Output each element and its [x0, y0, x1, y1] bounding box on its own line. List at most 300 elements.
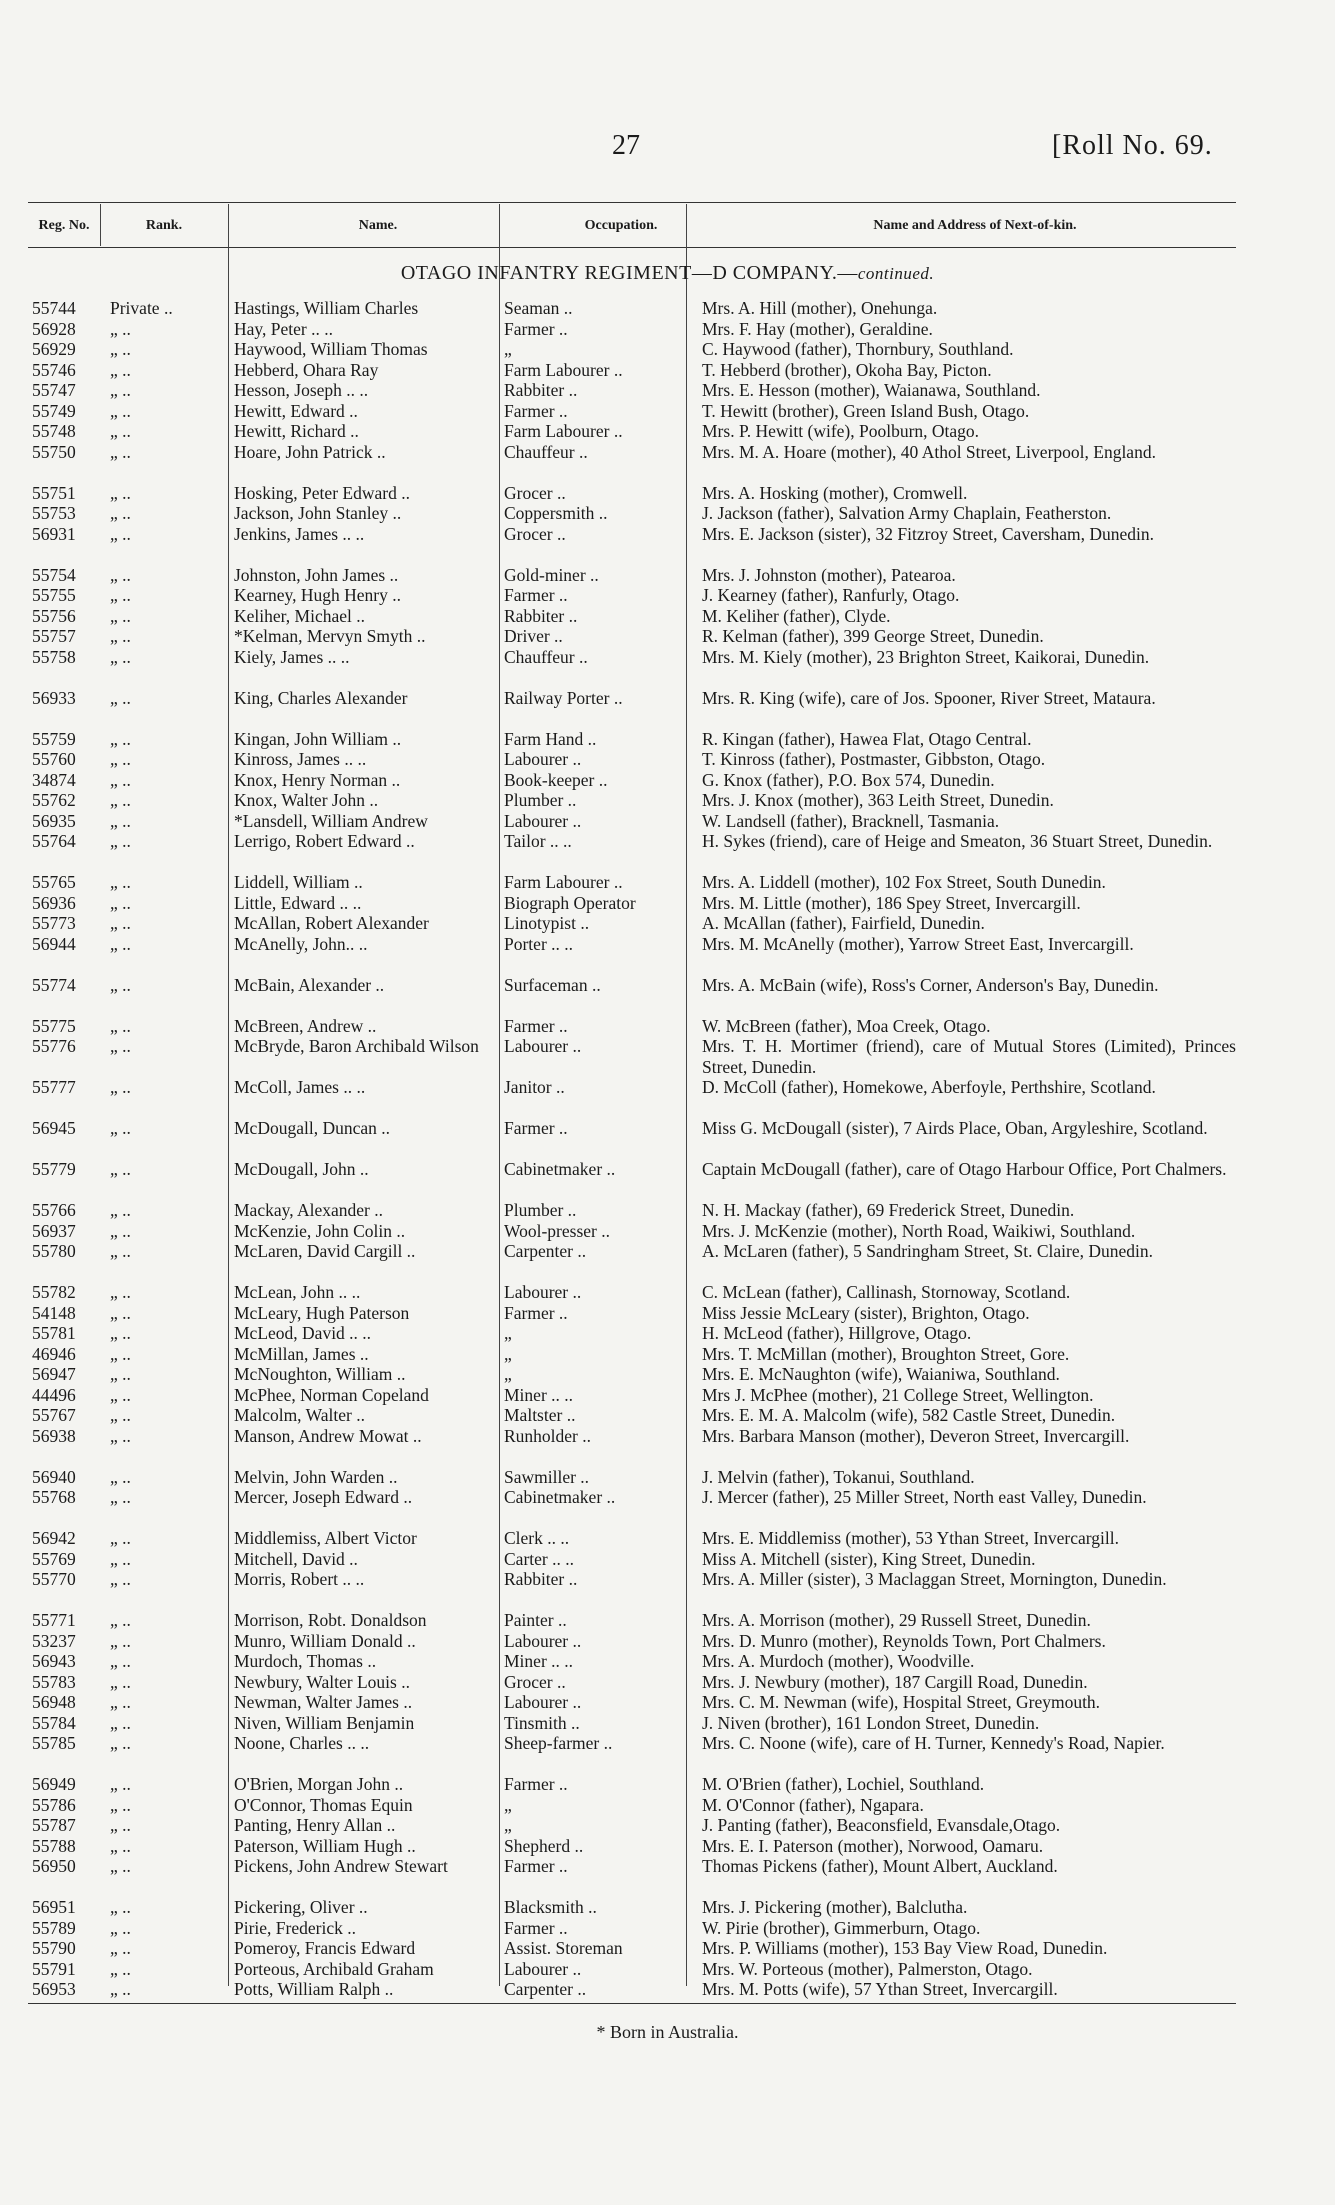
reg-number: 55771: [32, 1610, 76, 1630]
next-of-kin: Mrs. T. McMillan (mother), Broughton Street, Gore.: [702, 1343, 1070, 1364]
column-divider: [100, 204, 101, 246]
occupation: Grocer ..: [504, 523, 566, 544]
reg-number: 55780: [32, 1241, 76, 1261]
occupation: Rabbiter ..: [504, 1569, 578, 1589]
next-of-kin: Mrs. A. Hill (mother), Onehunga.: [702, 298, 938, 318]
reg-number: 55749: [32, 400, 76, 421]
reg-number: 55753: [32, 503, 76, 523]
table-row: [28, 442, 1236, 483]
reg-number: 56935: [32, 810, 76, 831]
reg-number: 55750: [32, 441, 76, 462]
reg-number: 55764: [32, 831, 76, 851]
table-row: [28, 1610, 1236, 1631]
soldier-name: Mitchell, David ..: [234, 1548, 358, 1569]
next-of-kin: Mrs. M. Potts (wife), 57 Ythan Street, Invercargill.: [702, 1979, 1058, 1999]
occupation: Carpenter ..: [504, 1241, 587, 1261]
table-row: [28, 1487, 1236, 1528]
occupation: Rabbiter ..: [504, 380, 578, 400]
next-of-kin: T. Hebberd (brother), Okoha Bay, Picton.: [702, 359, 992, 380]
reg-number: 56940: [32, 1466, 76, 1487]
table-row: [28, 893, 1236, 914]
occupation: Sheep-farmer ..: [504, 1733, 613, 1753]
occupation: Cabinetmaker ..: [504, 1159, 616, 1179]
rank: „ ..: [110, 503, 131, 523]
next-of-kin: Mrs. A. McBain (wife), Ross's Corner, Anderson's Bay, Dunedin.: [702, 974, 1159, 995]
next-of-kin: J. Mercer (father), 25 Miller Street, North east Valley, Dunedin.: [702, 1487, 1147, 1507]
soldier-name: Noone, Charles .. ..: [234, 1733, 370, 1753]
occupation: Surfaceman ..: [504, 974, 601, 995]
next-of-kin: Mrs. E. M. A. Malcolm (wife), 582 Castle Street, Dunedin.: [702, 1405, 1116, 1425]
reg-number: 55779: [32, 1159, 76, 1179]
next-of-kin: Mrs. A. Liddell (mother), 102 Fox Street, South Dunedin.: [702, 872, 1106, 892]
soldier-name: Mercer, Joseph Edward ..: [234, 1487, 413, 1507]
rank: „ ..: [110, 1302, 131, 1323]
rank: „ ..: [110, 1343, 131, 1364]
soldier-name: Murdoch, Thomas ..: [234, 1651, 377, 1671]
next-of-kin: Mrs. J. McKenzie (mother), North Road, Waikiwi, Southland.: [702, 1220, 1136, 1241]
next-of-kin: W. McBreen (father), Moa Creek, Otago.: [702, 1015, 991, 1036]
table-row: [28, 770, 1236, 791]
occupation: Railway Porter ..: [504, 687, 623, 708]
table-row: [28, 1836, 1236, 1857]
soldier-name: O'Connor, Thomas Equin: [234, 1794, 413, 1815]
reg-number: 55783: [32, 1671, 76, 1692]
table-row: [28, 811, 1236, 832]
next-of-kin: Mrs. E. Hesson (mother), Waianawa, Southland.: [702, 380, 1041, 400]
soldier-name: Jackson, John Stanley ..: [234, 503, 402, 523]
reg-number: 55754: [32, 564, 76, 585]
soldier-name: Jenkins, James .. ..: [234, 523, 365, 544]
soldier-name: McBain, Alexander ..: [234, 974, 385, 995]
occupation: Sawmiller ..: [504, 1466, 590, 1487]
rank: „ ..: [110, 1897, 131, 1917]
occupation: Farm Labourer ..: [504, 359, 623, 380]
reg-number: 54148: [32, 1302, 76, 1323]
table-row: [28, 1016, 1236, 1037]
occupation: Gold-miner ..: [504, 564, 599, 585]
table-row: [28, 1036, 1236, 1077]
occupation: Farmer ..: [504, 1302, 568, 1323]
next-of-kin: G. Knox (father), P.O. Box 574, Dunedin.: [702, 769, 995, 790]
reg-number: 44496: [32, 1384, 76, 1405]
soldier-name: McPhee, Norman Copeland: [234, 1384, 429, 1405]
header-name: Name.: [358, 218, 398, 233]
reg-number: 55762: [32, 790, 76, 810]
table-row: [28, 1241, 1236, 1282]
soldier-name: Hewitt, Richard ..: [234, 421, 359, 441]
next-of-kin: W. Pirie (brother), Gimmerburn, Otago.: [702, 1917, 981, 1938]
rank: „ ..: [110, 1425, 131, 1446]
next-of-kin: Mrs. M. McAnelly (mother), Yarrow Street East, Invercargill.: [702, 933, 1134, 954]
soldier-name: Keliher, Michael ..: [234, 605, 365, 626]
occupation: Labourer ..: [504, 1692, 582, 1712]
occupation: Farmer ..: [504, 1774, 568, 1794]
table-row: [28, 606, 1236, 627]
soldier-name: King, Charles Alexander: [234, 687, 408, 708]
rank: „ ..: [110, 318, 131, 339]
rank: Private ..: [110, 298, 173, 318]
soldier-name: Porteous, Archibald Graham: [234, 1958, 434, 1979]
occupation: Farmer ..: [504, 1015, 568, 1036]
occupation: Porter .. ..: [504, 933, 574, 954]
table-row: [28, 1815, 1236, 1836]
reg-number: 46946: [32, 1343, 76, 1364]
rank: „ ..: [110, 769, 131, 790]
soldier-name: McLeod, David .. ..: [234, 1323, 372, 1343]
table-header: [28, 205, 1236, 247]
reg-number: 55757: [32, 626, 76, 646]
rank: „ ..: [110, 339, 131, 359]
table-row: [28, 1569, 1236, 1610]
next-of-kin: Mrs. J. Newbury (mother), 187 Cargill Road, Dunedin.: [702, 1671, 1088, 1692]
table-row: [28, 1897, 1236, 1918]
occupation: Carter .. ..: [504, 1548, 574, 1569]
soldier-name: McMillan, James ..: [234, 1343, 369, 1364]
soldier-name: Malcolm, Walter ..: [234, 1405, 365, 1425]
next-of-kin: T. Kinross (father), Postmaster, Gibbston, Otago.: [702, 749, 1046, 769]
table-row: [28, 503, 1236, 524]
soldier-name: Kearney, Hugh Henry ..: [234, 585, 402, 605]
table-row: [28, 729, 1236, 750]
rank: „ ..: [110, 1794, 131, 1815]
table-row: [28, 688, 1236, 729]
table-row: [28, 749, 1236, 770]
soldier-name: McLeary, Hugh Paterson: [234, 1302, 410, 1323]
next-of-kin: D. McColl (father), Homekowe, Aberfoyle, Perthshire, Scotland.: [702, 1077, 1156, 1097]
reg-number: 55777: [32, 1077, 76, 1097]
table-row: [28, 1979, 1236, 2000]
rank: „ ..: [110, 1958, 131, 1979]
table-row: [28, 913, 1236, 934]
occupation: Farm Labourer ..: [504, 421, 623, 441]
occupation: „: [504, 1343, 512, 1364]
reg-number: 56943: [32, 1651, 76, 1671]
roll-rows: [28, 298, 1236, 2000]
rank: „ ..: [110, 831, 131, 851]
next-of-kin: C. McLean (father), Callinash, Stornoway, Scotland.: [702, 1282, 1071, 1302]
rank: „ ..: [110, 1282, 131, 1302]
section-title: OTAGO INFANTRY REGIMENT—D COMPANY.—continued.: [400, 262, 935, 284]
rank: „ ..: [110, 1220, 131, 1241]
soldier-name: Hoare, John Patrick ..: [234, 441, 386, 462]
next-of-kin: M. O'Brien (father), Lochiel, Southland.: [702, 1774, 985, 1794]
next-of-kin: J. Melvin (father), Tokanui, Southland.: [702, 1466, 975, 1487]
table-row: [28, 1795, 1236, 1816]
soldier-name: Hebberd, Ohara Ray: [234, 359, 379, 380]
table-row: [28, 1528, 1236, 1549]
rank: „ ..: [110, 1610, 131, 1630]
table-row: [28, 380, 1236, 401]
rank: „ ..: [110, 974, 131, 995]
next-of-kin: Captain McDougall (father), care of Otago Harbour Office, Port Chalmers.: [702, 1159, 1227, 1179]
rank: „ ..: [110, 1384, 131, 1405]
rank: „ ..: [110, 1487, 131, 1507]
next-of-kin: Mrs. P. Williams (mother), 153 Bay View Road, Dunedin.: [702, 1938, 1108, 1958]
soldier-name: Mackay, Alexander ..: [234, 1200, 384, 1220]
soldier-name: Newman, Walter James ..: [234, 1692, 413, 1712]
occupation: „: [504, 1364, 512, 1384]
next-of-kin: Miss A. Mitchell (sister), King Street, Dunedin.: [702, 1548, 1036, 1569]
next-of-kin: Mrs. D. Munro (mother), Reynolds Town, Port Chalmers.: [702, 1630, 1106, 1651]
rank: „ ..: [110, 687, 131, 708]
next-of-kin: Mrs. W. Porteous (mother), Palmerston, Otago.: [702, 1958, 1033, 1979]
rank: „ ..: [110, 1036, 131, 1056]
table-row: [28, 1364, 1236, 1385]
next-of-kin: J. Kearney (father), Ranfurly, Otago.: [702, 585, 960, 605]
reg-number: 55774: [32, 974, 76, 995]
next-of-kin: Mrs. E. Jackson (sister), 32 Fitzroy Street, Caversham, Dunedin.: [702, 523, 1155, 544]
reg-number: 56945: [32, 1118, 76, 1138]
reg-number: 55767: [32, 1405, 76, 1425]
reg-number: 56931: [32, 523, 76, 544]
rank: „ ..: [110, 1692, 131, 1712]
soldier-name: Newbury, Walter Louis ..: [234, 1671, 410, 1692]
reg-number: 55769: [32, 1548, 76, 1569]
occupation: Maltster ..: [504, 1405, 576, 1425]
reg-number: 55751: [32, 482, 76, 503]
reg-number: 56949: [32, 1774, 76, 1794]
rank: „ ..: [110, 1815, 131, 1835]
table-row: [28, 1077, 1236, 1118]
table-row: [28, 565, 1236, 586]
footnote: * Born in Australia.: [596, 2022, 739, 2042]
rank: „ ..: [110, 523, 131, 544]
reg-number: 55787: [32, 1815, 76, 1835]
next-of-kin: H. McLeod (father), Hillgrove, Otago.: [702, 1323, 972, 1343]
reg-number: 56929: [32, 339, 76, 359]
reg-number: 55770: [32, 1569, 76, 1589]
rank: „ ..: [110, 790, 131, 810]
next-of-kin: Mrs. R. King (wife), care of Jos. Spooner, River Street, Mataura.: [702, 687, 1156, 708]
rank: „ ..: [110, 1528, 131, 1548]
table-row: [28, 401, 1236, 422]
soldier-name: McDougall, Duncan ..: [234, 1118, 391, 1138]
soldier-name: Hay, Peter .. ..: [234, 318, 333, 339]
reg-number: 55744: [32, 298, 76, 318]
occupation: Chauffeur ..: [504, 646, 588, 667]
soldier-name: McLean, John .. ..: [234, 1282, 361, 1302]
table-row: [28, 1774, 1236, 1795]
table-row: [28, 524, 1236, 565]
soldier-name: Manson, Andrew Mowat ..: [234, 1425, 422, 1446]
reg-number: 56953: [32, 1979, 76, 1999]
occupation: Janitor ..: [504, 1077, 565, 1097]
table-row: [28, 1672, 1236, 1693]
header-rank: Rank.: [145, 218, 183, 233]
soldier-name: Middlemiss, Albert Victor: [234, 1528, 417, 1548]
soldier-name: Pickens, John Andrew Stewart: [234, 1856, 448, 1876]
reg-number: 55758: [32, 646, 76, 667]
soldier-name: McKenzie, John Colin ..: [234, 1220, 406, 1241]
next-of-kin: C. Haywood (father), Thornbury, Southland.: [702, 339, 1014, 359]
table-row: [28, 585, 1236, 606]
occupation: Labourer ..: [504, 1630, 582, 1651]
header-bottom-rule: [28, 247, 1236, 248]
soldier-name: Panting, Henry Allan ..: [234, 1815, 396, 1835]
next-of-kin: Mrs. A. Morrison (mother), 29 Russell Street, Dunedin.: [702, 1610, 1091, 1630]
next-of-kin: R. Kingan (father), Hawea Flat, Otago Central.: [702, 728, 1032, 749]
rank: „ ..: [110, 1651, 131, 1671]
rank: „ ..: [110, 1569, 131, 1589]
next-of-kin: Mrs. A. Hosking (mother), Cromwell.: [702, 482, 968, 503]
occupation: „: [504, 1794, 512, 1815]
table-row: [28, 790, 1236, 811]
soldier-name: Kingan, John William ..: [234, 728, 402, 749]
table-row: [28, 831, 1236, 872]
table-row: [28, 1385, 1236, 1406]
soldier-name: Kiely, James .. ..: [234, 646, 350, 667]
next-of-kin: Miss Jessie McLeary (sister), Brighton, Otago.: [702, 1302, 1030, 1323]
soldier-name: Pickering, Oliver ..: [234, 1897, 368, 1917]
rank: „ ..: [110, 1979, 131, 1999]
table-row: [28, 319, 1236, 340]
soldier-name: Munro, William Donald ..: [234, 1630, 416, 1651]
next-of-kin: Mrs. T. H. Mortimer (friend), care of Mutual Stores (Limited), Princes Street, Dunedin.: [702, 1036, 1236, 1077]
rank: „ ..: [110, 482, 131, 503]
reg-number: 55785: [32, 1733, 76, 1753]
next-of-kin: J. Panting (father), Beaconsfield, Evansdale,Otago.: [702, 1815, 1061, 1835]
table-row: [28, 1651, 1236, 1672]
occupation: Painter ..: [504, 1610, 567, 1630]
table-row: [28, 1467, 1236, 1488]
soldier-name: McNoughton, William ..: [234, 1364, 406, 1384]
table-row: [28, 1938, 1236, 1959]
next-of-kin: Mrs. A. Miller (sister), 3 Maclaggan Street, Mornington, Dunedin.: [702, 1569, 1167, 1589]
occupation: Shepherd ..: [504, 1835, 584, 1856]
reg-number: 55748: [32, 421, 76, 441]
table-row: [28, 421, 1236, 442]
reg-number: 55766: [32, 1200, 76, 1220]
table-row: [28, 1713, 1236, 1734]
rank: „ ..: [110, 1159, 131, 1179]
occupation: Assist. Storeman: [504, 1938, 623, 1958]
soldier-name: *Lansdell, William Andrew: [234, 810, 428, 831]
reg-number: 56950: [32, 1856, 76, 1876]
soldier-name: Knox, Henry Norman ..: [234, 769, 401, 790]
rank: „ ..: [110, 585, 131, 605]
next-of-kin: T. Hewitt (brother), Green Island Bush, Otago.: [702, 400, 1030, 421]
reg-number: 34874: [32, 769, 76, 790]
occupation: Farmer ..: [504, 400, 568, 421]
table-row: [28, 483, 1236, 504]
table-row: [28, 1282, 1236, 1303]
rank: „ ..: [110, 1077, 131, 1097]
rank: „ ..: [110, 1712, 131, 1733]
rank: „ ..: [110, 1323, 131, 1343]
next-of-kin: Mrs. P. Hewitt (wife), Poolburn, Otago.: [702, 421, 980, 441]
soldier-name: Pirie, Frederick ..: [234, 1917, 356, 1938]
occupation: Farm Hand ..: [504, 728, 597, 749]
table-row: [28, 1426, 1236, 1467]
occupation: Labourer ..: [504, 810, 582, 831]
occupation: Clerk .. ..: [504, 1528, 570, 1548]
reg-number: 55781: [32, 1323, 76, 1343]
page-number: 27: [612, 130, 640, 161]
soldier-name: McColl, James .. ..: [234, 1077, 366, 1097]
reg-number: 56947: [32, 1364, 76, 1384]
next-of-kin: M. O'Connor (father), Ngapara.: [702, 1794, 924, 1815]
occupation: Book-keeper ..: [504, 769, 608, 790]
soldier-name: Niven, William Benjamin: [234, 1712, 415, 1733]
table-row: [28, 1118, 1236, 1159]
occupation: Carpenter ..: [504, 1979, 587, 1999]
next-of-kin: Mrs. Barbara Manson (mother), Deveron Street, Invercargill.: [702, 1425, 1130, 1446]
occupation: Seaman ..: [504, 298, 573, 318]
occupation: „: [504, 339, 512, 359]
occupation: Miner .. ..: [504, 1384, 574, 1405]
rank: „ ..: [110, 749, 131, 769]
occupation: „: [504, 1323, 512, 1343]
reg-number: 55747: [32, 380, 76, 400]
rank: „ ..: [110, 359, 131, 380]
reg-number: 55759: [32, 728, 76, 749]
next-of-kin: Mrs J. McPhee (mother), 21 College Street, Wellington.: [702, 1384, 1094, 1405]
occupation: Cabinetmaker ..: [504, 1487, 616, 1507]
table-row: [28, 934, 1236, 975]
next-of-kin: Mrs. E. Middlemiss (mother), 53 Ythan Street, Invercargill.: [702, 1528, 1120, 1548]
rank: „ ..: [110, 810, 131, 831]
rank: „ ..: [110, 1466, 131, 1487]
reg-number: 55788: [32, 1835, 76, 1856]
soldier-name: Hosking, Peter Edward ..: [234, 482, 410, 503]
soldier-name: McBryde, Baron Archibald Wilson: [234, 1036, 479, 1056]
table-row: [28, 975, 1236, 1016]
soldier-name: Morrison, Robt. Donaldson: [234, 1610, 427, 1630]
next-of-kin: Mrs. J. Knox (mother), 363 Leith Street, Dunedin.: [702, 790, 1054, 810]
soldier-name: Kinross, James .. ..: [234, 749, 367, 769]
reg-number: 56928: [32, 318, 76, 339]
soldier-name: Hewitt, Edward ..: [234, 400, 358, 421]
next-of-kin: Mrs. A. Murdoch (mother), Woodville.: [702, 1651, 975, 1671]
reg-number: 55765: [32, 872, 76, 892]
reg-number: 55782: [32, 1282, 76, 1302]
reg-number: 56948: [32, 1692, 76, 1712]
table-row: [28, 1344, 1236, 1365]
reg-number: 55784: [32, 1712, 76, 1733]
reg-number: 55791: [32, 1958, 76, 1979]
rank: „ ..: [110, 1364, 131, 1384]
table-row: [28, 1200, 1236, 1221]
occupation: Biograph Operator: [504, 892, 636, 913]
rank: „ ..: [110, 1856, 131, 1876]
occupation: Farmer ..: [504, 1118, 568, 1138]
next-of-kin: R. Kelman (father), 399 George Street, Dunedin.: [702, 626, 1044, 646]
header-occupation: Occupation.: [584, 218, 658, 233]
soldier-name: O'Brien, Morgan John ..: [234, 1774, 404, 1794]
reg-number: 56951: [32, 1897, 76, 1917]
table-row: [28, 1159, 1236, 1200]
reg-number: 55773: [32, 913, 76, 933]
rank: „ ..: [110, 1118, 131, 1138]
reg-number: 55789: [32, 1917, 76, 1938]
soldier-name: Hesson, Joseph .. ..: [234, 380, 369, 400]
rank: „ ..: [110, 441, 131, 462]
occupation: Runholder ..: [504, 1425, 592, 1446]
next-of-kin: Mrs. E. I. Paterson (mother), Norwood, Oamaru.: [702, 1835, 1044, 1856]
occupation: Farmer ..: [504, 318, 568, 339]
occupation: Tinsmith ..: [504, 1712, 580, 1733]
next-of-kin: Mrs. J. Pickering (mother), Balclutha.: [702, 1897, 968, 1917]
occupation: Wool-presser ..: [504, 1220, 610, 1241]
next-of-kin: Miss G. McDougall (sister), 7 Airds Place, Oban, Argyleshire, Scotland.: [702, 1118, 1208, 1138]
soldier-name: McAllan, Robert Alexander: [234, 913, 429, 933]
reg-number: 55746: [32, 359, 76, 380]
rank: „ ..: [110, 1671, 131, 1692]
header-top-rule: [28, 202, 1236, 203]
table-row: [28, 1405, 1236, 1426]
rank: „ ..: [110, 626, 131, 646]
occupation: Miner .. ..: [504, 1651, 574, 1671]
